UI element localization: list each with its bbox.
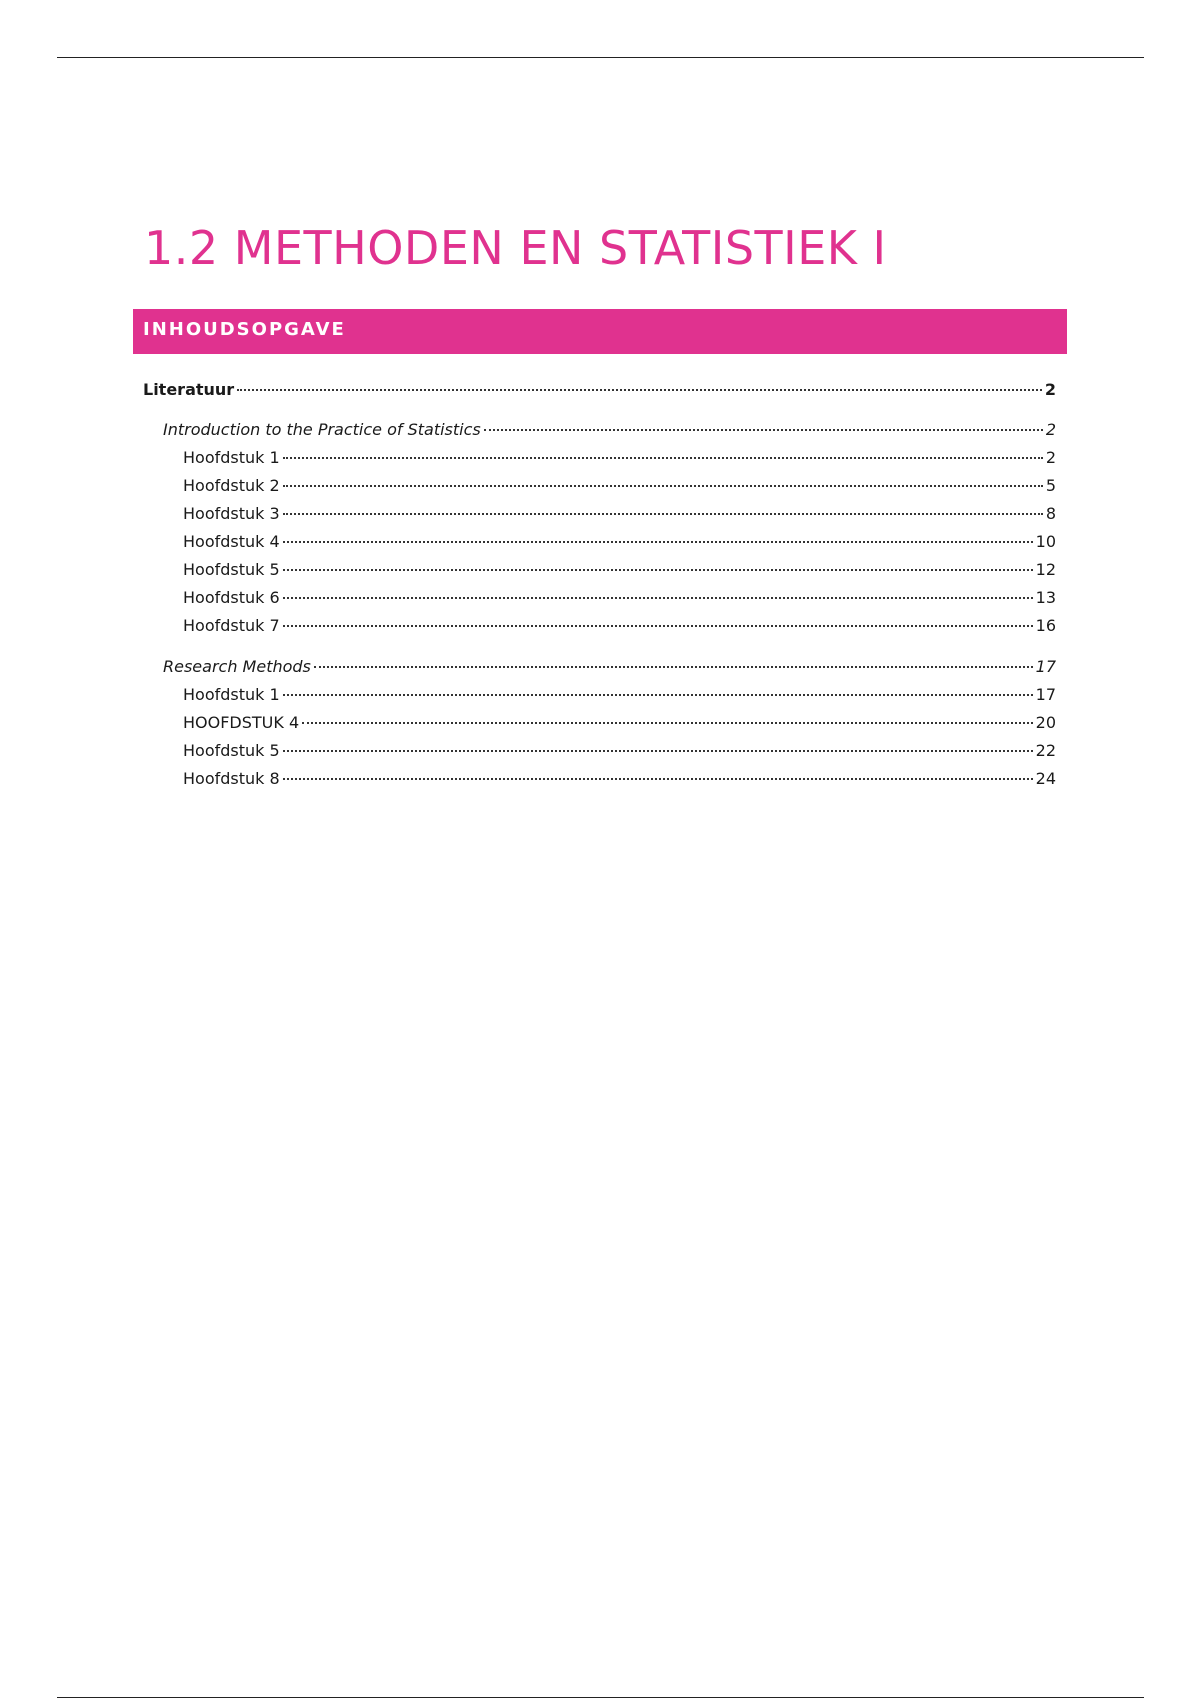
toc-entry-page: 17 — [1035, 685, 1056, 704]
toc-entry-chapter[interactable] — [183, 767, 1056, 791]
toc-entry-chapter[interactable] — [183, 558, 1056, 582]
toc-entry-chapter[interactable] — [183, 502, 1056, 526]
toc-entry-research-methods[interactable] — [163, 655, 1056, 679]
dot-leader — [283, 540, 1033, 543]
toc-entry-chapter[interactable] — [183, 474, 1056, 498]
toc-entry-page: 12 — [1035, 560, 1056, 579]
toc-entry-label: Hoofdstuk 1 — [183, 685, 280, 704]
toc-entry-page: 5 — [1045, 476, 1056, 495]
dot-leader — [283, 484, 1043, 487]
toc-entry-page: 22 — [1035, 741, 1056, 760]
dot-leader — [484, 428, 1043, 431]
toc-banner — [133, 309, 1067, 354]
toc-entry-label: Hoofdstuk 5 — [183, 741, 280, 760]
toc-entry-chapter[interactable] — [183, 739, 1056, 763]
dot-leader — [283, 596, 1033, 599]
dot-leader — [283, 512, 1043, 515]
toc-entry-page: 17 — [1035, 657, 1056, 676]
dot-leader — [314, 665, 1033, 668]
dot-leader — [283, 749, 1033, 752]
toc-entry-chapter[interactable] — [183, 614, 1056, 638]
dot-leader — [283, 624, 1033, 627]
toc-entry-page: 2 — [1045, 448, 1056, 467]
toc-heading: INHOUDSOPGAVE — [143, 319, 346, 340]
toc-entry-page: 10 — [1035, 532, 1056, 551]
toc-entry-label: Hoofdstuk 6 — [183, 588, 280, 607]
toc-entry-page: 8 — [1045, 504, 1056, 523]
toc-entry-introduction[interactable] — [163, 418, 1056, 442]
dot-leader — [283, 456, 1043, 459]
toc-entry-page: 13 — [1035, 588, 1056, 607]
toc-entry-label: Research Methods — [163, 657, 311, 676]
document-title: 1.2 METHODEN EN STATISTIEK I — [144, 221, 887, 275]
toc-entry-label: HOOFDSTUK 4 — [183, 713, 300, 732]
toc-entry-label: Hoofdstuk 8 — [183, 769, 280, 788]
dot-leader — [283, 777, 1033, 780]
toc-entry-page: 2 — [1045, 420, 1056, 439]
footer-rule — [57, 1697, 1144, 1698]
toc-entry-literatuur[interactable] — [143, 378, 1056, 402]
toc-entry-label: Hoofdstuk 4 — [183, 532, 280, 551]
toc-entry-label: Hoofdstuk 2 — [183, 476, 280, 495]
toc-entry-label: Introduction to the Practice of Statistics — [163, 420, 481, 439]
toc-entry-label: Hoofdstuk 7 — [183, 616, 280, 635]
toc-entry-chapter[interactable] — [183, 711, 1056, 735]
toc-entry-chapter[interactable] — [183, 683, 1056, 707]
header-rule — [57, 57, 1144, 58]
toc-entry-label: Literatuur — [143, 380, 235, 399]
toc-entry-chapter[interactable] — [183, 586, 1056, 610]
toc-entry-page: 20 — [1035, 713, 1056, 732]
dot-leader — [283, 693, 1033, 696]
toc-entry-page: 16 — [1035, 616, 1056, 635]
toc-entry-page: 2 — [1044, 380, 1056, 399]
toc-entry-label: Hoofdstuk 3 — [183, 504, 280, 523]
dot-leader — [302, 721, 1033, 724]
toc-entry-label: Hoofdstuk 1 — [183, 448, 280, 467]
toc-entry-label: Hoofdstuk 5 — [183, 560, 280, 579]
toc-entry-chapter[interactable] — [183, 530, 1056, 554]
dot-leader — [237, 388, 1042, 391]
toc-entry-chapter[interactable] — [183, 446, 1056, 470]
dot-leader — [283, 568, 1033, 571]
toc-entry-page: 24 — [1035, 769, 1056, 788]
